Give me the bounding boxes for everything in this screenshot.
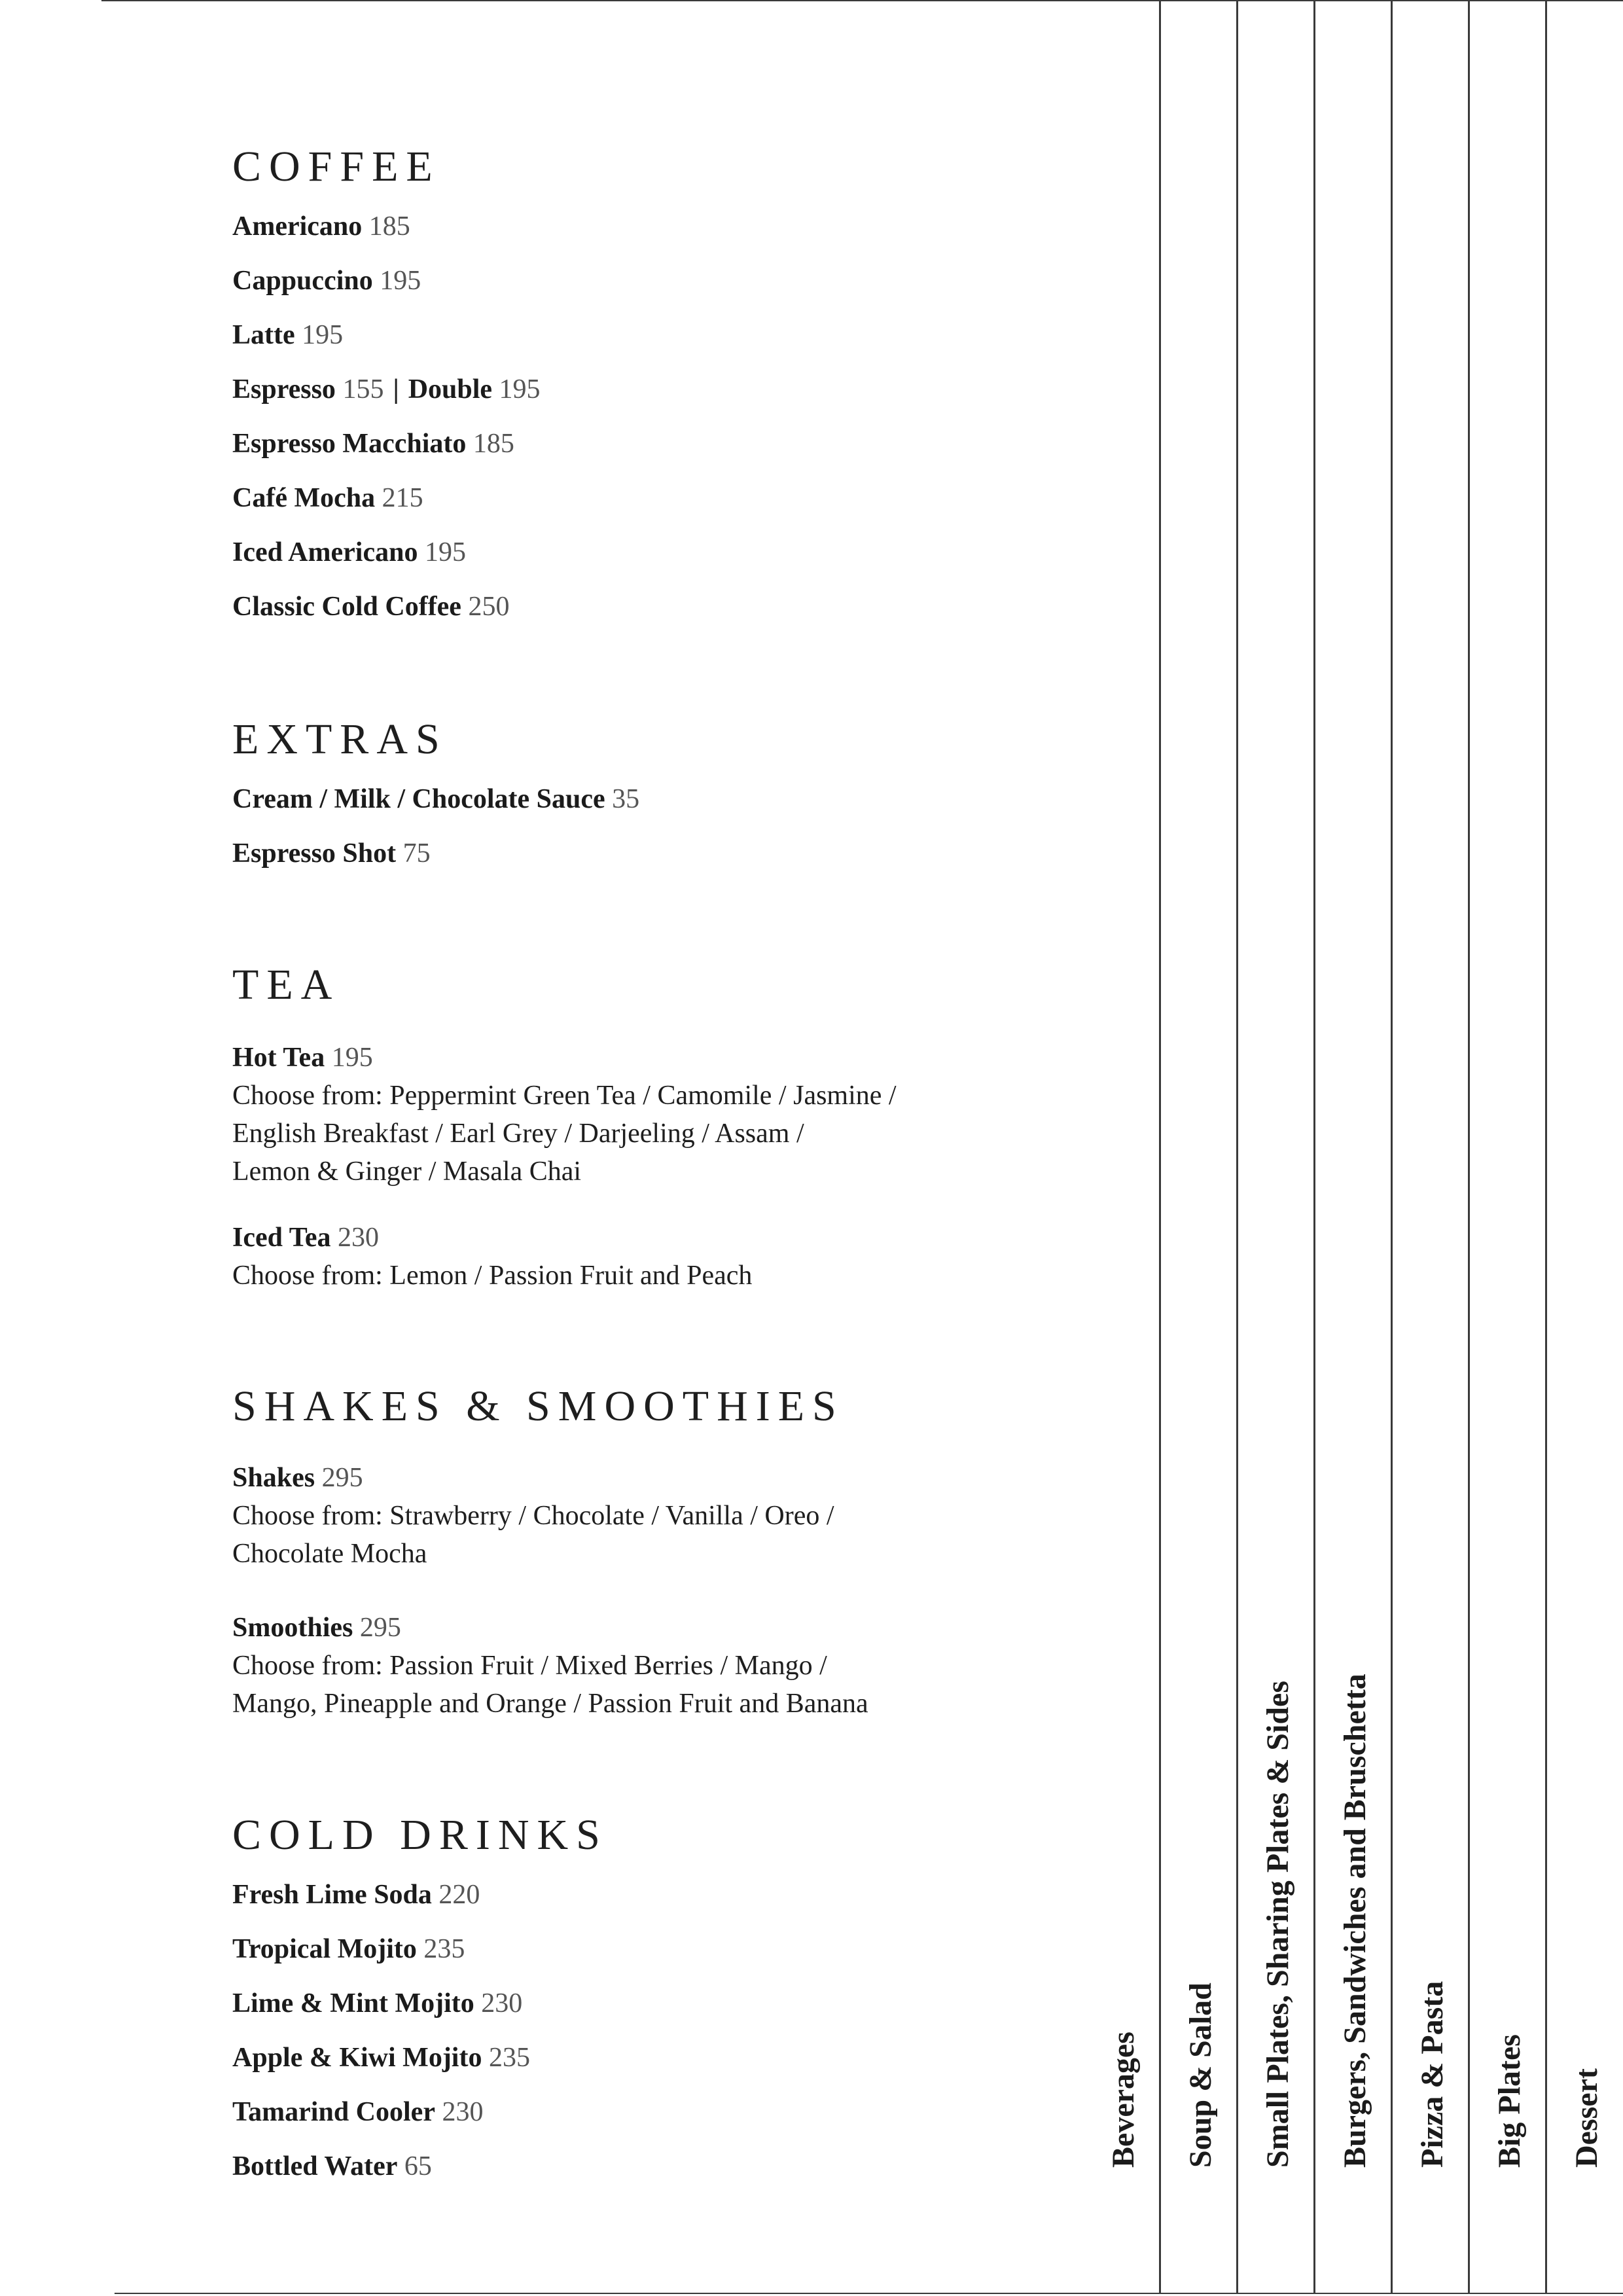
item-price: 250 — [468, 592, 510, 622]
description-line: Chocolate Mocha — [232, 1539, 427, 1569]
item-price: 230 — [481, 1988, 523, 2018]
menu-item — [232, 1464, 363, 1492]
item-name: Cream / Milk / Chocolate Sauce — [232, 784, 605, 814]
item-price: 155 — [342, 374, 384, 404]
description-line: English Breakfast / Earl Grey / Darjeeling / Assam / — [232, 1119, 804, 1149]
item-separator: | — [393, 374, 399, 404]
section-title-coffee: COFFEE — [232, 143, 440, 190]
section-title-extras: EXTRAS — [232, 715, 448, 763]
item-price: 195 — [331, 1043, 373, 1073]
description-line: Choose from: Peppermint Green Tea / Camomile / Jasmine / — [232, 1081, 897, 1111]
item-price: 195 — [424, 537, 466, 567]
menu-item — [232, 430, 514, 457]
item-price: 75 — [402, 838, 431, 869]
menu-item — [232, 1990, 522, 2017]
description-line: Choose from: Lemon / Passion Fruit and Peach — [232, 1261, 753, 1291]
description-line: Mango, Pineapple and Orange / Passion Fruit and Banana — [232, 1689, 868, 1719]
section-title-shakes-smoothies: SHAKES & SMOOTHIES — [232, 1382, 844, 1430]
description-line: Choose from: Passion Fruit / Mixed Berries / Mango / — [232, 1651, 827, 1681]
item-price: 235 — [488, 2043, 530, 2073]
item-price: 195 — [380, 266, 421, 296]
menu-item — [232, 1881, 480, 1909]
tab-beverages[interactable] — [1088, 0, 1160, 2294]
tab-label: Soup & Salad — [1183, 1982, 1218, 2168]
item-name: Fresh Lime Soda — [232, 1880, 432, 1910]
menu-item — [232, 1614, 401, 1641]
menu-item — [232, 376, 541, 403]
item-name: Tropical Mojito — [232, 1934, 417, 1964]
item-name: Espresso Shot — [232, 838, 397, 869]
menu-item — [232, 840, 431, 867]
section-title-tea: TEA — [232, 961, 340, 1009]
item-name: Espresso Macchiato — [232, 429, 467, 459]
tab-pizza-pasta[interactable] — [1397, 0, 1469, 2294]
item-name: Café Mocha — [232, 483, 376, 513]
item-name: Iced Americano — [232, 537, 418, 567]
item-name: Lime & Mint Mojito — [232, 1988, 474, 2018]
menu-item — [232, 1044, 373, 1071]
tab-small-plates[interactable] — [1242, 0, 1314, 2294]
item-description — [232, 1497, 834, 1573]
item-name: Espresso — [232, 374, 336, 404]
section-title-cold-drinks: COLD DRINKS — [232, 1811, 608, 1859]
item-description — [232, 1077, 897, 1191]
tab-soup-salad[interactable] — [1165, 0, 1237, 2294]
tab-label: Big Plates — [1492, 2034, 1527, 2168]
item-price: 185 — [473, 429, 514, 459]
item-price: 220 — [438, 1880, 480, 1910]
menu-item — [232, 484, 423, 512]
menu-item — [232, 267, 421, 295]
top-rule — [101, 0, 1623, 1]
description-line: Choose from: Strawberry / Chocolate / Vanilla / Oreo / — [232, 1501, 834, 1531]
item-name: Americano — [232, 211, 363, 242]
item-price: 230 — [338, 1223, 380, 1253]
menu-item — [232, 785, 639, 813]
item-name: Classic Cold Coffee — [232, 592, 461, 622]
item-price: 35 — [612, 784, 640, 814]
menu-item — [232, 2044, 530, 2072]
menu-item — [232, 593, 509, 620]
item-name: Apple & Kiwi Mojito — [232, 2043, 482, 2073]
item-price: 215 — [382, 483, 423, 513]
item-price: 295 — [321, 1463, 363, 1493]
tab-dessert[interactable] — [1551, 0, 1623, 2294]
item-alt-price: 195 — [499, 374, 541, 404]
description-line: Lemon & Ginger / Masala Chai — [232, 1157, 582, 1187]
menu-item — [232, 2098, 483, 2126]
tab-label: Beverages — [1106, 2032, 1141, 2168]
menu-item — [232, 213, 410, 240]
menu-item — [232, 321, 343, 349]
tab-label: Dessert — [1569, 2068, 1604, 2168]
menu-item — [232, 539, 466, 566]
tab-label: Pizza & Pasta — [1415, 1981, 1450, 2168]
item-price: 65 — [404, 2151, 432, 2181]
tab-burgers-sandwiches[interactable] — [1319, 0, 1391, 2294]
item-name: Latte — [232, 320, 295, 350]
item-name: Shakes — [232, 1463, 315, 1493]
item-name: Cappuccino — [232, 266, 373, 296]
item-name: Hot Tea — [232, 1043, 325, 1073]
item-description — [232, 1257, 752, 1295]
item-name: Bottled Water — [232, 2151, 398, 2181]
tab-label: Small Plates, Sharing Plates & Sides — [1260, 1680, 1295, 2168]
item-alt-name: Double — [408, 374, 493, 404]
item-price: 235 — [423, 1934, 465, 1964]
item-description — [232, 1647, 868, 1723]
menu-item — [232, 2153, 432, 2180]
item-price: 195 — [302, 320, 344, 350]
item-price: 185 — [368, 211, 410, 242]
item-name: Iced Tea — [232, 1223, 331, 1253]
item-price: 295 — [359, 1613, 401, 1643]
menu-item — [232, 1935, 465, 1963]
tab-label: Burgers, Sandwiches and Bruschetta — [1338, 1674, 1372, 2168]
item-price: 230 — [442, 2097, 484, 2127]
tab-big-plates[interactable] — [1474, 0, 1546, 2294]
menu-item — [232, 1224, 379, 1251]
item-name: Smoothies — [232, 1613, 353, 1643]
item-name: Tamarind Cooler — [232, 2097, 435, 2127]
